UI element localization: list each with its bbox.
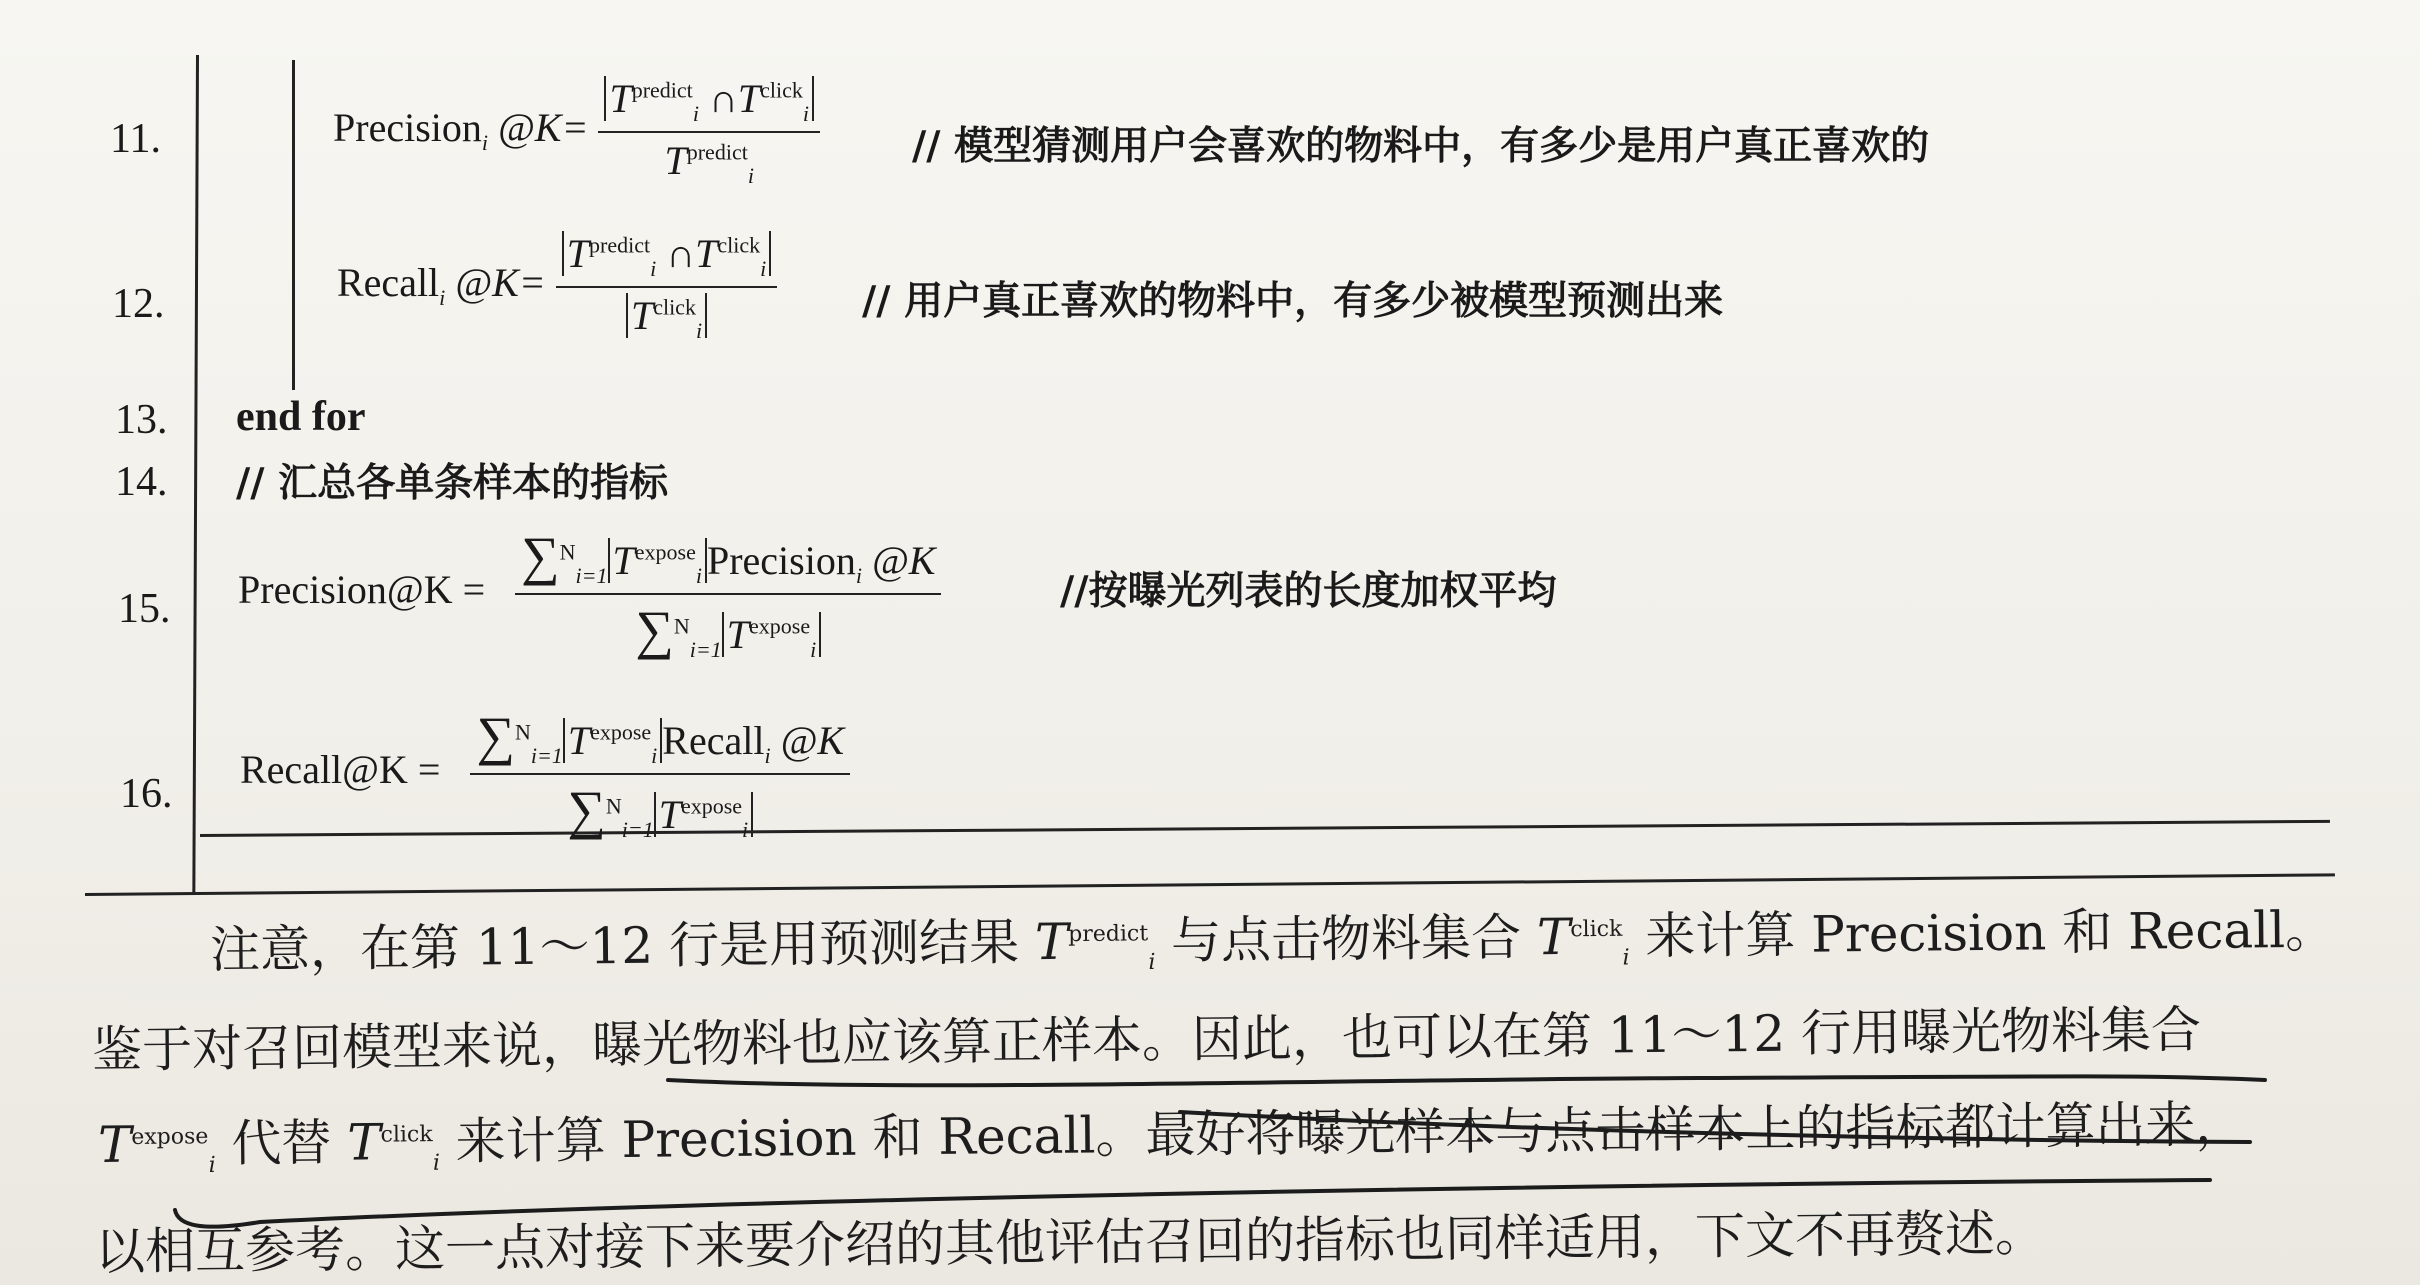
line-number-13: 13. bbox=[115, 397, 168, 443]
line-number-12: 12. bbox=[112, 281, 165, 327]
line-15-formula bbox=[238, 525, 941, 663]
precision-i-fraction: $\frac{T^{predict}_i \cap T^{click}_i}{T^{predict}_i}$ bbox=[598, 75, 820, 189]
line-16-formula bbox=[240, 705, 850, 843]
algorithm-left-border bbox=[192, 55, 199, 893]
paragraph-line-4: 以相互参考。这一点对接下来要介绍的其他评估召回的指标也同样适用，下文不再赘述。 bbox=[94, 1204, 2046, 1281]
line-number-15: 15. bbox=[118, 586, 171, 632]
pen-underline-1 bbox=[668, 1076, 2265, 1085]
recall-at-k-fraction: $\frac{\sum^N_{i=1} T^{expose}_i Recall_i @K}{\sum^N_{i=1} T^{expose}_i}$ bbox=[470, 705, 850, 843]
recall-at-k-label: Recall@K = bbox=[240, 747, 441, 793]
for-loop-bar bbox=[292, 60, 295, 390]
line-11-comment: // 模型猜测用户会喜欢的物料中，有多少是用户真正喜欢的 bbox=[912, 124, 1930, 169]
line-15-comment: //按曝光列表的长度加权平均 bbox=[1060, 569, 1557, 614]
line-number-14: 14. bbox=[115, 459, 168, 505]
precision-at-k-label: Precision@K = bbox=[238, 567, 486, 613]
end-for-keyword: end for bbox=[236, 394, 366, 440]
recall-i-label: Recall$_i$ @K= bbox=[337, 260, 546, 311]
line-number-11: 11. bbox=[110, 116, 161, 162]
precision-i-label: Precision$_i$ @K= bbox=[333, 105, 589, 156]
paragraph-line-3: $T^{expose}_i$ 代替 $T^{click}_i$ 来计算 Precision 和 Recall。最好将曝光样本与点击样本上的指标都计算出来， bbox=[97, 1095, 2246, 1178]
line-11-formula bbox=[333, 75, 820, 189]
paragraph-line-1: 注意，在第 11～12 行是用预测结果 $T^{predict}_i$ 与点击物料集合 $T^{click}_i$ 来计算 Precision 和 Recall。 bbox=[209, 900, 2336, 979]
line-number-16: 16. bbox=[120, 771, 173, 817]
recall-i-fraction: $\frac{T^{predict}_i \cap T^{click}_i}{T^{click}_i}$ bbox=[556, 230, 778, 344]
precision-at-k-fraction: $\frac{\sum^N_{i=1} T^{expose}_i Precision_i @K}{\sum^N_{i=1} T^{expose}_i}$ bbox=[515, 525, 941, 663]
line-14-comment: // 汇总各单条样本的指标 bbox=[236, 461, 669, 506]
paragraph-line-2: 鉴于对召回模型来说，曝光物料也应该算正样本。因此，也可以在第 11～12 行用曝光物料集合 bbox=[91, 1000, 2202, 1079]
line-12-comment: // 用户真正喜欢的物料中，有多少被模型预测出来 bbox=[862, 279, 1724, 324]
line-12-formula bbox=[337, 230, 777, 344]
